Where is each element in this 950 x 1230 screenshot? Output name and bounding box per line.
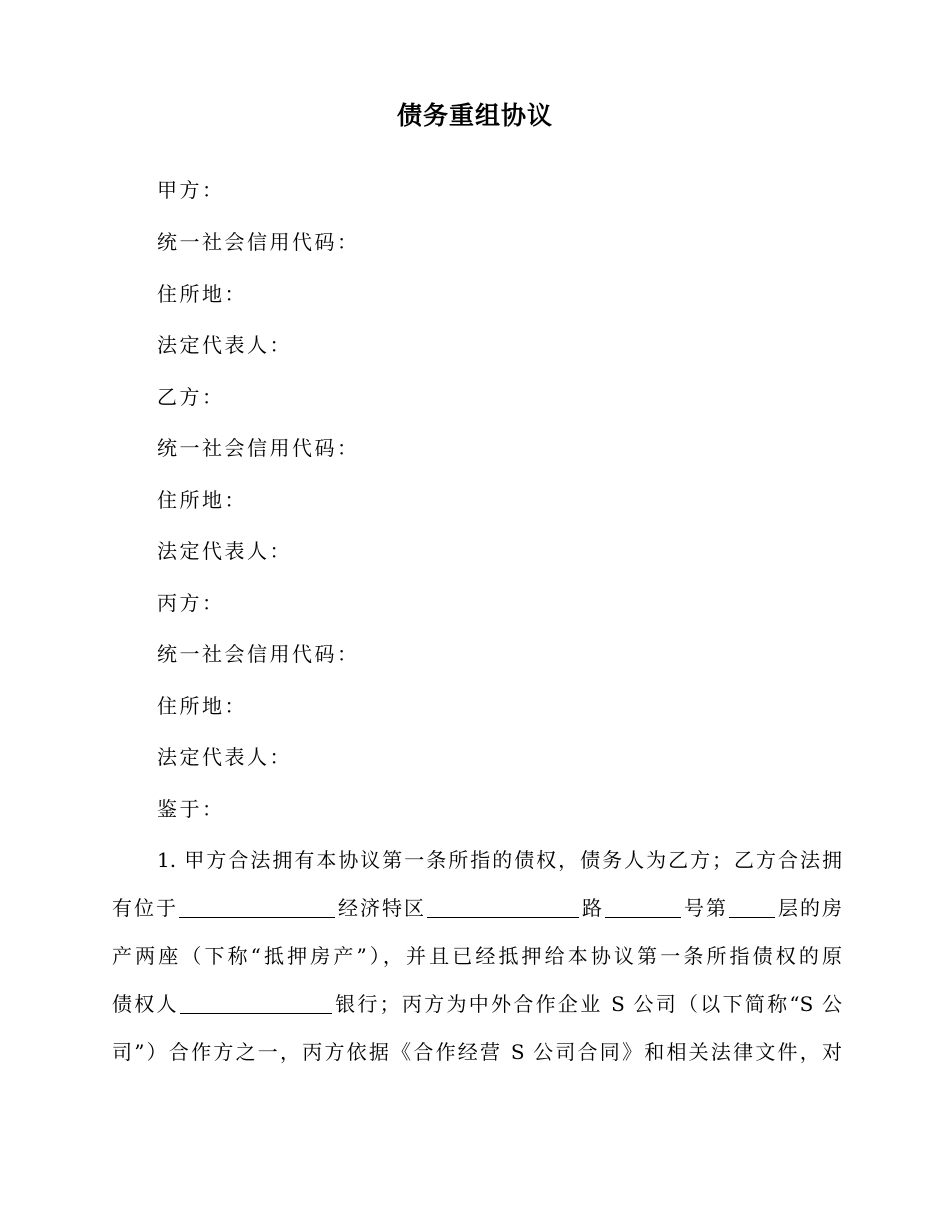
party-a-representative-label: 法定代表人：: [157, 333, 292, 357]
clause-1-line-4: [112, 980, 842, 1028]
party-c-address-label: 住所地：: [157, 694, 247, 718]
party-c-credit-code-label: 统一社会信用代码：: [157, 642, 360, 666]
blank-road-field: [427, 897, 579, 918]
text-segment: 债权人: [112, 992, 179, 1016]
clause-1-line-2: [112, 884, 842, 932]
party-a-address-label: 住所地：: [157, 282, 247, 306]
party-b-address-label: 住所地：: [157, 488, 247, 512]
clause-1-line-5: 司”）合作方之一，丙方依据《合作经营 S 公司合同》和相关法律文件，对: [112, 1040, 842, 1064]
clause-1-line-3: 产两座（下称“抵押房产”），并且已经抵押给本协议第一条所指债权的原: [112, 944, 842, 968]
party-b-label: 乙方：: [157, 385, 225, 409]
text-segment: 经济特区: [336, 896, 426, 920]
blank-bank-field: [180, 993, 332, 1014]
party-a-credit-code-label: 统一社会信用代码：: [157, 230, 360, 254]
party-b-credit-code-label: 统一社会信用代码：: [157, 436, 360, 460]
party-c-representative-label: 法定代表人：: [157, 745, 292, 769]
text-segment: 路: [580, 896, 604, 920]
text-segment: 层的房: [776, 896, 842, 920]
clause-1-line-1: 1. 甲方合法拥有本协议第一条所指的债权，债务人为乙方；乙方合法拥: [157, 848, 842, 872]
whereas-heading: 鉴于：: [157, 797, 225, 821]
party-c-label: 丙方：: [157, 591, 225, 615]
text-segment: 号第: [682, 896, 728, 920]
text-segment: 银行；丙方为中外合作企业 S 公司（以下简称“S 公: [332, 992, 842, 1016]
blank-floor-field: [729, 897, 775, 918]
text-segment: 有位于: [112, 896, 178, 920]
party-a-label: 甲方：: [157, 178, 225, 202]
document-title: 债务重组协议: [396, 101, 553, 130]
blank-number-field: [605, 897, 681, 918]
blank-city-field: [179, 897, 335, 918]
clause-1-paragraph: [112, 836, 842, 1076]
party-b-representative-label: 法定代表人：: [157, 539, 292, 563]
